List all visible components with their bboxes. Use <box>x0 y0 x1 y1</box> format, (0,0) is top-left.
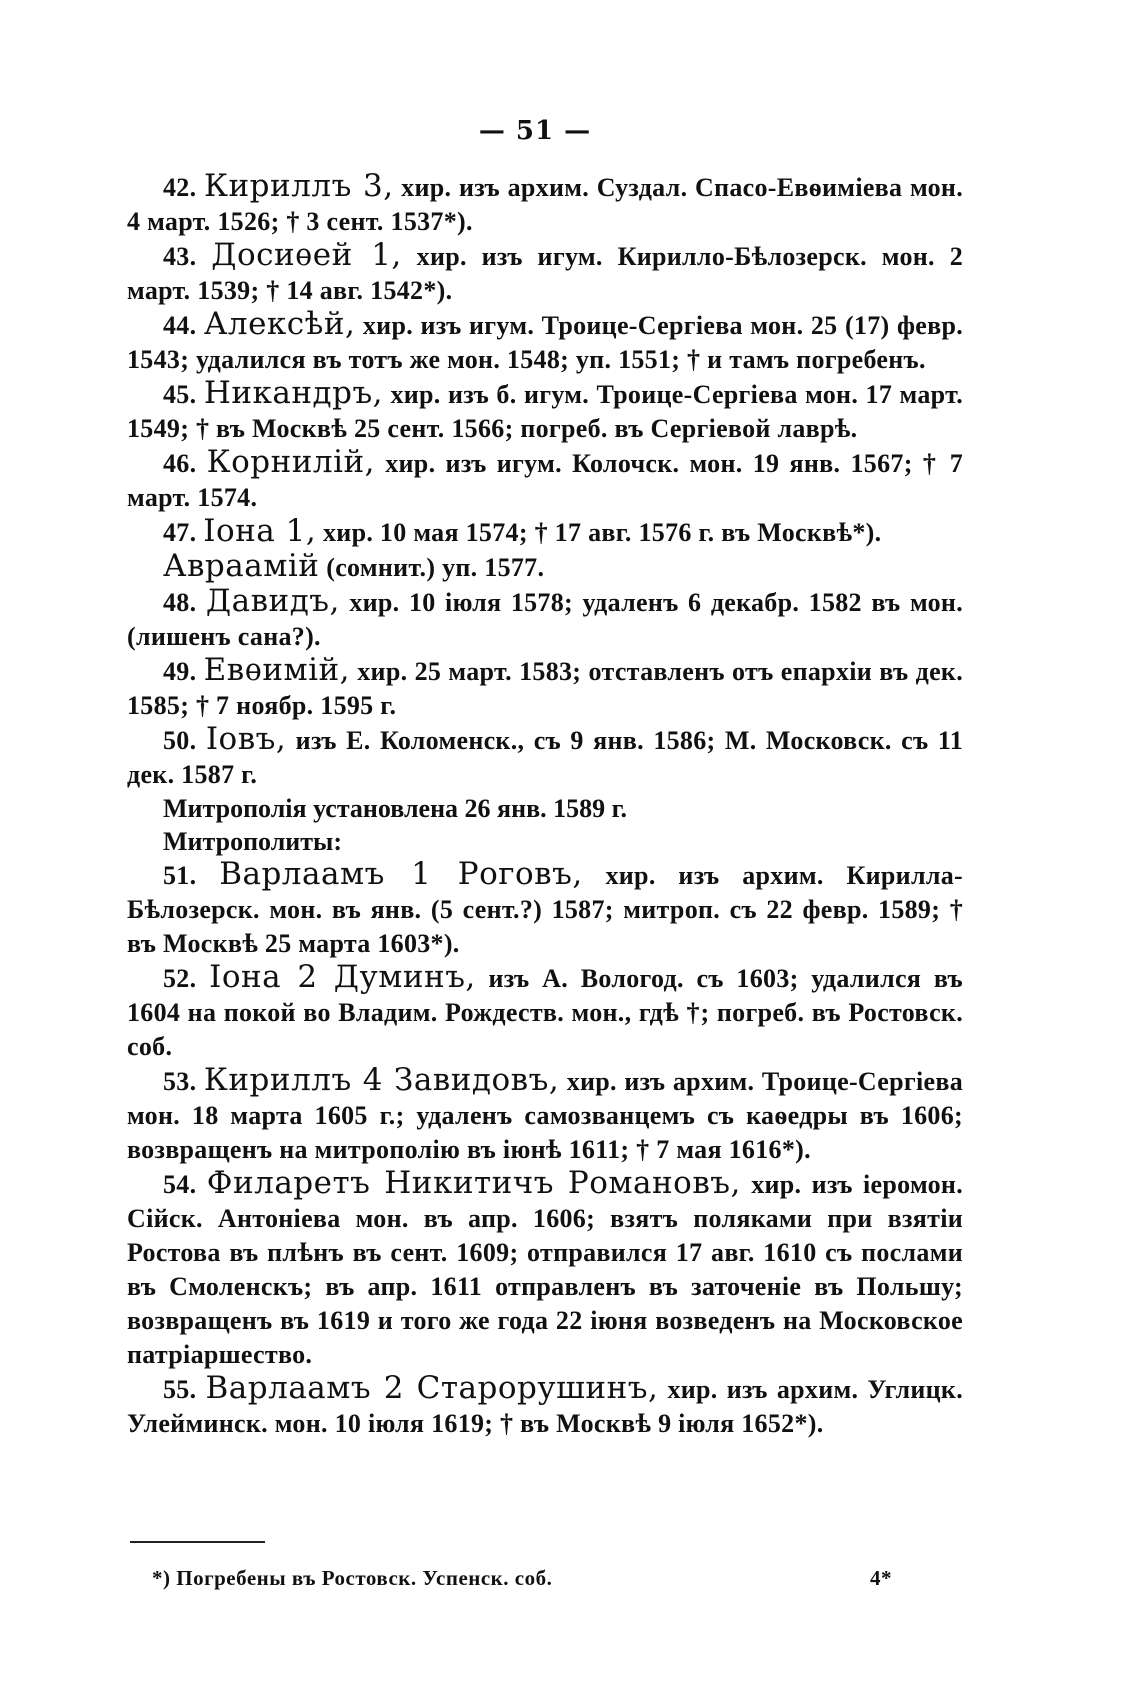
entry-name: Іона 1, <box>203 513 317 549</box>
entry-avraamiy <box>127 550 963 585</box>
entry-details: изъ Е. Коломенск., съ 9 янв. 1586; М. Московск. съ 11 дек. 1587 г. <box>127 726 963 789</box>
entry-45: 45. Никандръ, хир. изъ б. игум. Троице-Сергіева мон. 17 март. 1549; † въ Москвѣ 25 сент. 1566; погреб. въ Сергіевой лаврѣ. <box>127 375 963 443</box>
signature-mark: 4* <box>870 1566 892 1590</box>
entry-details: хир. изъ игум. Колочск. мон. 19 янв. 1567; † 7 март. 1574. <box>127 449 964 512</box>
page-body <box>127 170 963 1441</box>
entry-43: 43. Досиѳей 1, хир. изъ игум. Кирилло-Бѣлозерск. мон. 2 март. 1539; † 14 авг. 1542*). <box>127 237 963 305</box>
entry-details: хир. изъ іеромон. Сійск. Антоніева мон. въ апр. 1606; взятъ поляками при взятіи Ростова въ плѣнъ въ сент. 1609; отправился 17 авг. 1610 съ послами въ Смоленскъ; въ апр. 1611 отправленъ въ заточеніе въ Польшу; возвращенъ въ 1619 и того же года 22 іюня возведенъ на Московское патріаршество. <box>127 1170 964 1369</box>
entry-name: Евѳимій, <box>203 652 351 688</box>
entry-name: Авраамій <box>163 548 320 584</box>
metropolia-note: Митрополія установлена 26 янв. 1589 г. <box>163 794 628 823</box>
entry-name: Филаретъ Никитичъ Романовъ, <box>206 1165 741 1201</box>
entry-name: Іона 2 Думинъ, <box>209 959 476 995</box>
entry-details: изъ А. Вологод. съ 1603; удалился въ 1604 на покой во Владим. Рождеств. мон., гдѣ †; погреб. въ Ростовск. соб. <box>127 964 963 1061</box>
entry-51: 51. Варлаамъ 1 Роговъ, хир. изъ архим. Кирилла-Бѣлозерск. мон. въ янв. (5 сент.?) 1587; митроп. съ 22 февр. 1589; † въ Москвѣ 25 марта 1603*). <box>127 856 963 958</box>
entry-53: 53. Кириллъ 4 Завидовъ, хир. изъ архим. Троице-Сергіева мон. 18 марта 1605 г.; удаленъ самозванцемъ съ каѳедры въ 1606; возвращенъ на митрополію въ іюнѣ 1611; † 7 мая 1616*). <box>127 1062 964 1164</box>
entry-name: Давидъ, <box>205 583 340 619</box>
entry-details: хир. 25 март. 1583; отставленъ отъ епархіи въ дек. 1585; † 7 ноябр. 1595 г. <box>127 657 963 720</box>
entry-name: Варлаамъ 2 Старорушинъ, <box>205 1370 659 1406</box>
entry-49: 49. Евѳимій, хир. 25 март. 1583; отставленъ отъ епархіи въ дек. 1585; † 7 ноябр. 1595 г. <box>127 652 963 720</box>
entry-details: хир. изъ б. игум. Троице-Сергіева мон. 17 март. 1549; † въ Москвѣ 25 сент. 1566; погреб. въ Сергіевой лаврѣ. <box>127 380 963 443</box>
metropolitans-heading: Митрополиты: <box>163 827 343 856</box>
entry-55: 55. Варлаамъ 2 Старорушинъ, хир. изъ архим. Углицк. Улейминск. мон. 10 іюля 1619; † въ Москвѣ 9 іюля 1652*). <box>127 1370 963 1438</box>
entry-details: хир. 10 іюля 1578; удаленъ 6 декабр. 1582 въ мон. (лишенъ сана?). <box>127 588 964 651</box>
entry-42: 42. Кириллъ 3, хир. изъ архим. Суздал. Спасо-Евѳиміева мон. 4 март. 1526; † 3 сент. 1537*). <box>127 168 963 236</box>
entry-50: 50. Іовъ, изъ Е. Коломенск., съ 9 янв. 1586; М. Московск. съ 11 дек. 1587 г. <box>127 721 963 789</box>
page-number: — 51 — <box>478 116 592 146</box>
entry-details: хир. изъ архим. Кирилла-Бѣлозерск. мон. въ янв. (5 сент.?) 1587; митроп. съ 22 февр. 1589; † въ Москвѣ 25 марта 1603*). <box>127 861 963 958</box>
entry-details: хир. изъ архим. Углицк. Улейминск. мон. 10 іюля 1619; † въ Москвѣ 9 іюля 1652*). <box>127 1375 963 1438</box>
entry-name: Кириллъ 3, <box>204 168 394 204</box>
entry-details: хир. изъ игум. Кирилло-Бѣлозерск. мон. 2 март. 1539; † 14 авг. 1542*). <box>127 242 963 305</box>
entry-details: хир. 10 мая 1574; † 17 авг. 1576 г. въ Москвѣ*). <box>316 518 882 547</box>
entry-name: Алексѣй, <box>203 306 356 342</box>
entry-46: 46. Корнилій, хир. изъ игум. Колочск. мон. 19 янв. 1567; † 7 март. 1574. <box>127 444 964 512</box>
entry-name: Кириллъ 4 Завидовъ, <box>203 1062 560 1098</box>
entry-52: 52. Іона 2 Думинъ, изъ А. Вологод. съ 1603; удалился въ 1604 на покой во Владим. Рождеств. мон., гдѣ †; погреб. въ Ростовск. соб. <box>127 959 963 1061</box>
entry-47: 47. Іона 1, хир. 10 мая 1574; † 17 авг. 1576 г. въ Москвѣ*). <box>163 513 882 549</box>
entry-details: хир. изъ архим. Троице-Сергіева мон. 18 марта 1605 г.; удаленъ самозванцемъ съ каѳедры въ 1606; возвращенъ на митрополію въ іюнѣ 1611; † 7 мая 1616*). <box>127 1067 964 1164</box>
entry-details: хир. изъ архим. Суздал. Спасо-Евѳиміева мон. 4 март. 1526; † 3 сент. 1537*). <box>127 173 963 236</box>
footnote: *) Погребены въ Ростовск. Успенск. соб. <box>152 1566 553 1590</box>
entry-name: Корнилій, <box>206 444 376 480</box>
entry-name: Никандръ, <box>203 375 384 411</box>
entry-48: 48. Давидъ, хир. 10 іюля 1578; удаленъ 6 декабр. 1582 въ мон. (лишенъ сана?). <box>127 583 964 651</box>
entry-details: (сомнит.) уп. 1577. <box>319 553 545 582</box>
entry-name: Досиѳей 1, <box>211 237 402 273</box>
entry-details: хир. изъ игум. Троице-Сергіева мон. 25 (17) февр. 1543; удалился въ тотъ же мон. 1548; уп. 1551; † и тамъ погребенъ. <box>127 311 964 374</box>
entry-name: Іовъ, <box>205 721 287 757</box>
footnote-line <box>152 1566 892 1591</box>
entry-44: 44. Алексѣй, хир. изъ игум. Троице-Сергіева мон. 25 (17) февр. 1543; удалился въ тотъ же мон. 1548; уп. 1551; † и тамъ погребенъ. <box>127 306 964 374</box>
footnote-divider <box>130 1541 265 1543</box>
entry-54: 54. Филаретъ Никитичъ Романовъ, хир. изъ іеромон. Сійск. Антоніева мон. въ апр. 1606; взятъ поляками при взятіи Ростова въ плѣнъ въ сент. 1609; отправился 17 авг. 1610 съ послами въ Смоленскъ; въ апр. 1611 отправленъ въ заточеніе въ Польшу; возвращенъ въ 1619 и того же года 22 іюня возведенъ на Московское патріаршество. <box>127 1165 964 1369</box>
entry-name: Варлаамъ 1 Роговъ, <box>219 856 583 892</box>
